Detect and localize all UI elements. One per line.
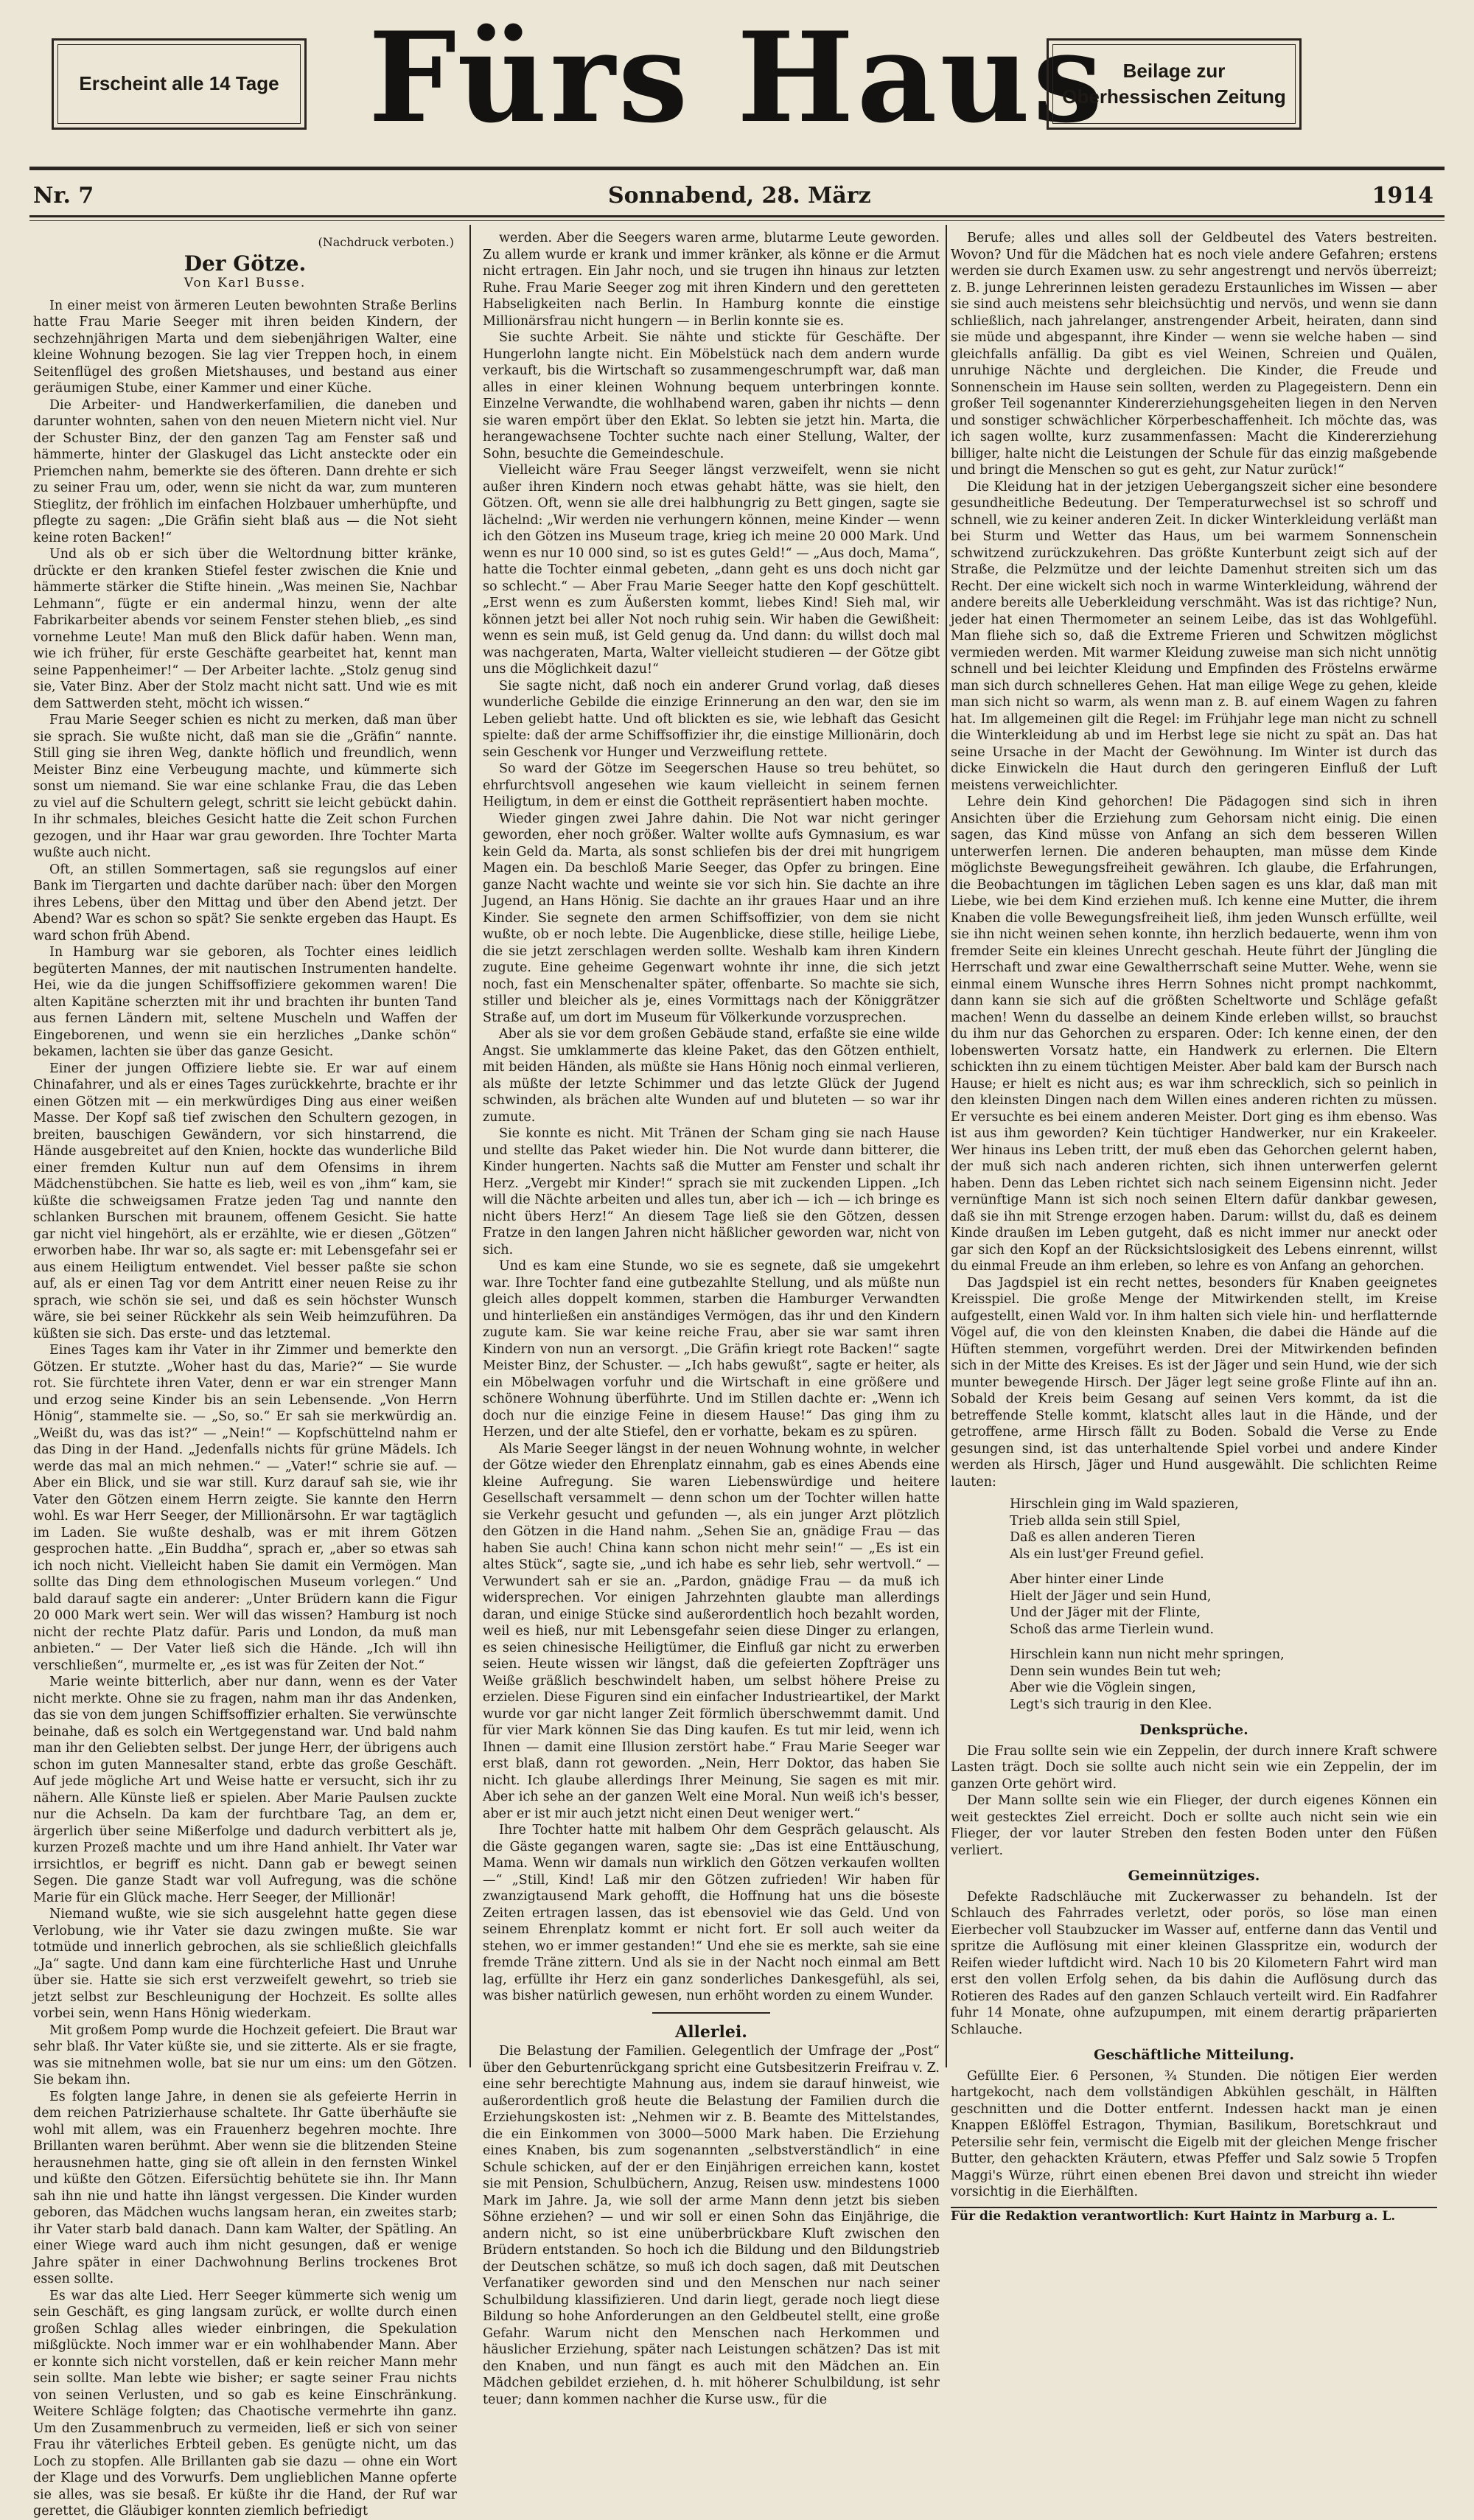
story-paragraph: Die Arbeiter- und Handwerkerfamilien, die daneben und darunter wohnten, sahen von den neuen Mietern nicht viel. Nur der Schuster Binz, der den ganzen Tag am Fenster saß und hämmerte, hinter der Glaskugel das Licht ansteckte oder ein Priemchen nahm, bemerkte sie des öfteren. Dann drehte er sich zu seiner Frau um, oder, wenn sie nicht da war, zum munteren Stieglitz, der fröhlich im einfachen Holzbauer umherhüpfte, und pflegte zu sagen: „Die Gräfin sieht blaß aus — die Not sieht keine roten Backen!“ (33, 397, 457, 545)
story-paragraph: Wieder gingen zwei Jahre dahin. Die Not war nicht geringer geworden, eher noch größer. Walter wollte aufs Gymnasium, es war kein Geld da. Marta, als sonst schliefen bis der drei mit hungrigem Magen ein. Da beschloß Marie Seeger, das Opfer zu bringen. Eine ganze Nacht wachte und weinte sie vor sich hin. Sie dachte an ihre Jugend, an Hans Hönig. Sie dachte an ihr graues Haar und an ihre Kinder. Sie segnete den armen Schiffsoffizier, von dem sie nicht wußte, ob er noch lebte. Die Augenblicke, diese stille, heilige Liebe, die sie jetzt zerschlagen werden sollte. Weshalb kam ihren Kindern zugute. Eine geheime Gegenwart wohnte ihr inne, die sich jetzt noch, fast ein Menschenalter später, offenbarte. So machte sie sich, stiller und bleicher als je, eines Vormittags nach der Königgrätzer Straße auf, um dort im Museum für Völkerkunde vorzusprechen. (483, 811, 940, 1025)
denksprueche-heading: Denksprüche. (1139, 1722, 1248, 1738)
issue-number: Nr. 7 (33, 183, 94, 209)
header-rule (29, 167, 1445, 170)
poem-line: Hirschlein kann nun nicht mehr springen, (1010, 1647, 1285, 1662)
story-paragraph: Vielleicht wäre Frau Seeger längst verzweifelt, wenn sie nicht außer ihren Kindern noch etwas gehabt hätte, was sie hielt, den Götzen. Oft, wenn sie alle drei halbhungrig zu Bett gingen, sagte sie lächelnd: „Wir werden nie verhungern können, meine Kinder — wenn ich den Götzen ins Museum trage, krieg ich meine 20 000 Mark. Und wenn es nur 10 000 sind, so ist es gutes Geld!“ — „Aus doch, Mama“, hatte die Tochter einmal gebeten, „dann geht es uns doch nicht gar so schlecht.“ — Aber Frau Marie Seeger hatte den Kopf geschüttelt. „Erst wenn es zum Äußersten kommt, liebes Kind! Sieh mal, wir können jetzt bei aller Not noch ruhig sein. Wir haben die Gewißheit: wenn es sein muß, ist Geld genug da. Und dann: du willst doch mal was nachgeraten, Marta, Walter vielleicht studieren — der Götze gibt uns die Möglichkeit dazu!“ (483, 463, 940, 677)
denkspruch-paragraph: Der Mann sollte sein wie ein Flieger, der durch eigenes Können ein weit gestecktes Ziel erreicht. Doch er sollte auch nicht sein wie ein Flieger, der vor lauter Streben den festen Boden unter den Füßen verliert. (951, 1793, 1437, 1858)
gemeinnuetziges-heading: Gemeinnütziges. (1128, 1868, 1260, 1884)
issue-date: Sonnabend, 28. März (608, 183, 871, 209)
poem-line: Trieb allda sein still Spiel, (1010, 1513, 1181, 1529)
story-byline: Von Karl Busse. (184, 276, 307, 290)
poem-line: Daß es allen anderen Tieren (1010, 1530, 1195, 1545)
article-paragraph: Lehre dein Kind gehorchen! Die Pädagogen sind sich in ihren Ansichten über die Erziehung zum Gehorsam nicht einig. Die einen sagen, das Kind müsse von Anfang an sich dem besseren Willen unterwerfen lernen. Die anderen behaupten, man müsse dem Kinde möglichste Bewegungsfreiheit gewähren. Ich glaube, die Erfahrungen, die Beobachtungen im täglichen Leben sagen es uns klar, daß man mit Liebe, wie bei dem Kind erziehen muß. Ich kenne eine Mutter, die ihrem Knaben die volle Bewegungsfreiheit ließ, ihm jeden Wunsch erfüllte, weil sie ihn nicht weinen sehen konnte, ihn herzlich bedauerte, wenn ihm von fremder Seite ein kleines Unrecht geschah. Heute führt der Jüngling die Herrschaft und zwar eine Gewaltherrschaft seine Mutter. Wehe, wenn sie einmal einem Wunsche ihres Herrn Sohnes nicht prompt nachkommt, dann kann sie sich auf die größten Scheltworte und Schläge gefaßt machen! Wenn du dasselbe an deinem Kinde erleben willst, so brauchst du ihm nur das Gehorchen zu ersparen. Oder: Ich kenne einen, der den lobenswerten Vorsatz hatte, ein Handwerk zu erlernen. Die Eltern schickten ihn zu einem tüchtigen Meister. Aber bald kam der Bursch nach Hause; er hielt es nicht aus; es war ihm schrecklich, sich so peinlich in den kleinsten Dingen nach dem Willen eines anderen richten zu müssen. Er versuchte es bei einem anderen Meister. Dort ging es ihm ebenso. Was ist aus ihm geworden? Kein tüchtiger Handwerker, nur ein Krakeeler. Wer hinaus ins Leben tritt, der muß eben das Gehorchen gelernt haben, der muß sich nach anderen richten, sich ihnen unterwerfen gelernt haben. Denn das Leben richtet sich nach seinem Eigensinn nicht. Jeder vernünftige Mann ist sich noch seinen Eltern dafür dankbar gewesen, daß sie ihn mit Strenge erzogen haben. Darum: willst du, daß es deinem Kinde draußen im Leben gutgeht, daß es nicht immer nur aneckt oder gar sich den Kopf an der Rücksichtslosigkeit des Lebens einrennt, willst du einmal Freude an ihm erleben, so lehre es von Anfang an gehorchen. (951, 795, 1437, 1274)
story-paragraph: Mit großem Pomp wurde die Hochzeit gefeiert. Die Braut war sehr blaß. Ihr Vater küßte sie, und sie zitterte. Als er sie fragte, was sie mitnehmen wolle, bat sie nur um eins: um den Götzen. Sie bekam ihn. (33, 2022, 457, 2087)
column-divider-2 (946, 225, 947, 2067)
poem (1010, 1496, 1437, 1713)
story-paragraph: Einer der jungen Offiziere liebte sie. Er war auf einem Chinafahrer, und als er eines Tages zurückkehrte, brachte er ihr einen Götzen mit — ein merkwürdiges Ding aus einer weißen Masse. Der Kopf saß tief zwischen den Schultern gezogen, in breiten, bauschigen Gewändern, vor sich hinstarrend, die Hände ausgebreitet auf den Knien, hockte das wunderliche Bild einer fremden Kultur nun auf dem Ofensims in ihrem Mädchenstübchen. Sie hatte es lieb, weil es von „ihm“ kam, sie küßte die schweigsamen Fratze jeden Tag und nannte den schlanken Burschen mit braunem, offenem Gesicht. Sie hatte gar nicht viel hingehört, als er erzählte, wie er diesen „Götzen“ erworben habe. Ihr war so, als sagte er: mit Lebensgefahr sei er aus einem Heiligtum entwendet. Viel besser paßte sie schon auf, als er einen Tag vor dem Antritt einer neuen Reise zu ihr sprach, wie schön sie sei, und daß es sein höchster Wunsch wäre, sie bei seiner Rückkehr als sein Weib heimzuführen. Da küßten sie sich. Das erste- und das letztemal. (33, 1061, 457, 1341)
story-paragraph: Frau Marie Seeger schien es nicht zu merken, daß man über sie sprach. Sie wußte nicht, daß man sie die „Gräfin“ nannte. Still ging sie ihren Weg, dankte höflich und freundlich, wenn Meister Binz eine Verbeugung machte, und kümmerte sich sonst um niemand. Sie war eine schlanke Frau, die das Leben zu viel auf die Schultern gelegt, schritt sie leicht gebückt dahin. In ihr schmales, bleiches Gesicht hatte die Zeit schon Furchen gezogen, und ihr Haar war grau geworden. Ihre Tochter Marta wußte auch nicht. (33, 713, 457, 860)
stanza-gap (1010, 1563, 1437, 1571)
dateline-rule-bottom (29, 220, 1445, 221)
supplement-line-1: Beilage zur (1122, 59, 1226, 82)
story-paragraph: In einer meist von ärmeren Leuten bewohnten Straße Berlins hatte Frau Marie Seeger mit ihren beiden Kindern, der sechzehnjährigen Marta und dem siebenjährigen Walter, eine kleine Wohnung bezogen. Sie lag vier Treppen hoch, in einem Seitenflügel des großen Mietshauses, und bestand aus einer geräumigen Stube, einer Kammer und einer Küche. (33, 298, 457, 396)
article-paragraph: Berufe; alles und alles soll der Geldbeutel des Vaters bestreiten. Wovon? Und für die Mädchen hat es noch viele andere Gefahren; erstens werden sie durch Examen usw. zu sehr angestrengt und nervös überreizt; z. B. junge Lehrerinnen leisten geradezu Erstaunliches im Wissen — aber sie sind auch meistens sehr bleichsüchtig und nervös, und wenn sie dann schließlich, nach jahrelanger, anstrengender Arbeit, heiraten, dann sind sie müde und abgespannt, ihre Kinder — wenn sie welche haben — sind gleichfalls anfällig. Da gibt es viel Weinen, Schreien und Quälen, unruhige Nächte und dergleichen. Die Kinder, die Freude und Sonnenschein im Hause sein sollten, werden zu Plagegeistern. Denn ein großer Teil sogenannter Kindererziehungsgeheiten liegen in den Nerven und sonstiger schwächlicher Körperbeschaffenheit. Ich möchte das, was ich sagen wollte, kurz zusammenfassen: Macht die Kindererziehung billiger, halte nicht die Leistungen der Schule für das einzig maßgebende und bringt die Menschen so gut es geht, zur Natur zurück!“ (951, 231, 1437, 478)
story-paragraph: Oft, an stillen Sommertagen, saß sie regungslos auf einer Bank im Tiergarten und dachte darüber nach: über den Morgen ihres Lebens, über den Mittag und über den Abend jetzt. Der Abend? War es schon so spät? Sie senkte ergeben das Haupt. Es ward schon früh Abend. (33, 862, 457, 943)
poem-line: Als ein lust'ger Freund gefiel. (1010, 1546, 1204, 1562)
poem-line: Schoß das arme Tierlein wund. (1010, 1622, 1215, 1637)
editorial-responsibility: Für die Redaktion verantwortlich: Kurt Haintz in Marburg a. L. (951, 2208, 1396, 2224)
poem-line: Hirschlein ging im Wald spazieren, (1010, 1497, 1239, 1512)
footer-rule (951, 2207, 1437, 2208)
allerlei-paragraph: Die Belastung der Familien. Gelegentlich der Umfrage der „Post“ über den Geburtenrückgang spricht eine Gutsbesitzerin Freifrau v. Z. eine sehr berechtigte Mahnung aus, indem sie darauf hinweist, wie außerordentlich groß heute die Belastung der Familien durch die Erziehungskosten ist: „Nehmen wir z. B. Beamte des Mittelstandes, die ein Einkommen von 3000—5000 Mark haben. Die Erziehung eines Knaben, bis zum sogenannten „selbstverständlich“ in eine Schule schicken, auf der er den Einjährigen erreichen kann, kostet sie mit Pension, Schulbüchern, Anzug, Reisen usw. mindestens 1000 Mark im Jahre. Ja, wie soll der arme Mann denn jetzt bis sieben Söhne erziehen? — und wir soll er einen Sohn das Einjährige, die andern nicht, so ist eine unüberbrückbare Kluft zwischen den Brüdern entstanden. So hoch ich die Bildung und den Bildungstrieb der Deutschen schätze, so muß ich doch sagen, daß mit Deutschen Verfanatiker geworden sind und den Menschen nur nach seiner Schulbildung klassifizieren. Und darin liegt, gerade noch liegt diese Bildung so hohe Anforderungen an den Geldbeutel stellt, eine große Gefahr. Warum nicht den Menschen nach Herkommen und häuslicher Erziehung, später nach Leistungen schätzen? Das ist mit den Knaben, und nun fängt es auch mit den Mädchen an. Ein Mädchen gebildet erziehen, d. h. mit höherer Schulbildung, ist sehr teuer; dann kommen nachher die Kurse usw., für die (483, 2044, 940, 2407)
dateline (33, 177, 1441, 214)
reprint-notice: (Nachdruck verboten.) (318, 235, 454, 249)
poem-line: Hielt der Jäger und sein Hund, (1010, 1588, 1212, 1604)
story-paragraph: Und als ob er sich über die Weltordnung bitter kränke, drückte er den kranken Stiefel fester zwischen die Knie und hämmerte stärker die Stifte hinein. „Was meinen Sie, Nachbar Lehmann“, fügte er ein andermal hinzu, wenn der alte Fabrikarbeiter abends vor seinem Fenster stehen blieb, „es sind vornehme Leute! Man muß den Blick dafür haben. Wenn man, wie ich früher, für erste Geschäfte gearbeitet hat, kennt man seine Pappenheimer!“ — Der Arbeiter lachte. „Stolz genug sind sie, Vater Binz. Aber der Stolz macht nicht satt. Und wie es mit dem Sattwerden steht, möcht ich wissen.“ (33, 547, 457, 711)
story-paragraph: Sie sagte nicht, daß noch ein anderer Grund vorlag, daß dieses wunderliche Gebilde die einzige Erinnerung an den war, den sie im Leben geliebt hatte. Und oft blickten es sie, wie lebhaft das Gesicht spielte: daß der arme Schiffsoffizier ihr, die einstige Millionärin, doch sein Geschenk vor Hunger und Verzweiflung rettete. (483, 678, 940, 760)
article-paragraph: Die Kleidung hat in der jetzigen Uebergangszeit sicher eine besondere gesundheitliche Bedeutung. Der Temperaturwechsel ist so schroff und schnell, wie zu keiner anderen Zeit. In dicker Winterkleidung verläßt man bei Sturm und Wetter das Haus, um bei warmem Sonnenschein schwitzend zurückzukehren. Das größte Kunterbunt zeigt sich auf der Straße, die Pelzmütze und der leichte Damenhut streiten sich um das Recht. Der eine wickelt sich noch in warme Winterkleidung, während der andere bereits alle Ueberkleidung verschmäht. Was ist das richtige? Nun, jeder hat einen Thermometer an seinem Leibe, das ist das Wohlgefühl. Man fliehe sich so, daß die Extreme Frieren und Schwitzen möglichst vermieden werden. Mit warmer Kleidung zuweise man sich nicht unnötig schnell und bei leichter Kleidung und Empfinden des Fröstelns erwärme man sich durch schnelleres Gehen. Hat man eilige Wege zu gehen, kleide man sich nicht so warm, als wenn man z. B. auf einem Wagen zu fahren hat. Im allgemeinen gilt die Regel: im Frühjahr lege man nicht zu schnell die Winterkleidung ab und im Herbst lege sie nicht zu spät an. Das hat seine Ursache in der Macht der Gewöhnung. Im Winter ist durch das dicke Einwickeln die Haut durch den geringeren Einfluß der Luft meistens verweichlichter. (951, 479, 1437, 793)
article-paragraph: Das Jagdspiel ist ein recht nettes, besonders für Knaben geeignetes Kreisspiel. Die große Menge der Mitwirkenden stellt, im Kreise aufgestellt, einen Wald vor. In ihm halten sich viele hin- und herflatternde Vögel auf, die von den kleinsten Knaben, die dabei die Hände auf die Hüften stemmen, vorgeführt werden. Drei der Mitwirkenden befinden sich in der Mitte des Kreises. Es ist der Jäger und sein Hund, wie der sich munter bewegende Hirsch. Der Jäger legt seine große Flinte auf ihn an. Sobald der Kreis beim Gesang auf seinen Vers kommt, da ist die betreffende Stelle kommt, klatscht alles laut in die Hände, und der getroffene, arme Hirsch fällt zu Boden. Sobald die Verse zu Ende gesungen sind, ist das unterhaltende Spiel vorbei und andere Kinder werden als Hirsch, Jäger und Hund ausgewählt. Die schlichten Reime lauten: (951, 1275, 1437, 1490)
story-paragraph: Es war das alte Lied. Herr Seeger kümmerte sich wenig um sein Geschäft, es ging langsam zurück, er wollte durch einen großen Schlag alles wieder einbringen, die Spekulation mißglückte. Noch immer war er ein wohlhabender Mann. Aber er konnte sich nicht vorstellen, daß er kein reicher Mann mehr sein sollte. Man lebte wie bisher; er sagte seiner Frau nichts von seinen Verlusten, und so gab es keine Einschränkung. Weitere Schläge folgten; das Chaotische vermehrte ihn ganz. Um den Zusammenbruch zu vermeiden, ließ er sich von seiner Frau ihr väterliches Erbteil geben. Es genügte nicht, um das Loch zu stopfen. Alle Brillanten gab sie dazu — ohne ein Wort der Klage und des Vorwurfs. Dem unglieblichen Manne opferte sie alles, was sie besaß. Er küßte ihr die Hand, der Ruf war gerettet, die Gläubiger konnten ziemlich befriedigt (33, 2288, 457, 2519)
stanza-gap (1010, 1638, 1437, 1647)
story-paragraph: Sie suchte Arbeit. Sie nähte und stickte für Geschäfte. Der Hungerlohn langte nicht. Ein Möbelstück nach dem andern wurde verkauft, bis die Wirtschaft so zusammengeschrumpft war, daß man alles in einer kleinen Wohnung bequem unterbringen konnte. Einzelne Verwandte, die wohlhabend waren, gaben ihr nichts — denn sie waren empört über den Eklat. So lebten sie jetzt hin. Marta, die herangewachsene Tochter suchte nach einer Stellung, Walter, der Sohn, besuchte die Gemeindeschule. (483, 330, 940, 461)
story-paragraph: Aber als sie vor dem großen Gebäude stand, erfaßte sie eine wilde Angst. Sie umklammerte das kleine Paket, das den Götzen enthielt, mit beiden Händen, als müßte sie Hans Hönig noch einmal verlieren, als müßte der letzte Schimmer und das letzte Glück der Jugend schwinden, als brächen alte Wunden auf und bluteten — so war ihr zumute. (483, 1027, 940, 1125)
gemeinnuetziges-paragraph: Defekte Radschläuche mit Zuckerwasser zu behandeln. Ist der Schlauch des Fahrrades verletzt, oder porös, so löse man einen Eierbecher voll Staubzucker im Wasser auf, entferne dann das Ventil und spritze die Auflösung mit einer kleinen Glasspritze ein, wodurch der Reifen wieder luftdicht wird. Nach 10 bis 20 Kilometern Fahrt wird man erst den vollen Erfolg sehen, da bis dahin die Auflösung durch das Rotieren des Rades auf den ganzen Schlauch verteilt wird. Ein Radfahrer fuhr 14 Monate, ohne aufzupumpen, mit einem derartig präparierten Schlauche. (951, 1889, 1437, 2037)
story-paragraph: werden. Aber die Seegers waren arme, blutarme Leute geworden. Zu allem wurde er krank und immer kränker, als könne er die Armut nicht ertragen. Ein Jahr noch, und sie trugen ihn hinaus zur letzten Ruhe. Frau Marie Seeger zog mit ihren Kindern und den geretteten Habseligkeiten nach Berlin. In Hamburg konnte die einstige Millionärsfrau nicht hungern — in Berlin konnte sie es. (483, 231, 940, 329)
story-paragraph: Niemand wußte, wie sie sich ausgelehnt hatte gegen diese Verlobung, wie ihr Vater sie dazu zwingen mußte. Sie war totmüde und innerlich gebrochen, als sie schließlich gleichfalls „Ja“ sagte. Und dann kam eine fürchterliche Hast und Unruhe über sie. Hatte sie sich erst verzweifelt gewehrt, so trieb sie jetzt selbst zur Beschleunigung der Hochzeit. Es sollte alles vorbei sein, wenn Hans Hönig wiederkam. (33, 1907, 457, 2021)
allerlei-heading: Allerlei. (675, 2022, 747, 2042)
story-paragraph: So ward der Götze im Seegerschen Hause so treu behütet, so ehrfurchtsvoll angesehen wie kaum vielleicht in seinem fernen Heiligtum, in dem er einst die Gottheit repräsentiert haben mochte. (483, 761, 940, 809)
denkspruch-paragraph: Die Frau sollte sein wie ein Zeppelin, der durch innere Kraft schwere Lasten trägt. Doch sie sollte auch nicht sein wie ein Zeppelin, der im ganzen Orte gehört wird. (951, 1743, 1437, 1792)
issue-year: 1914 (1372, 183, 1433, 209)
poem-line: Aber hinter einer Linde (1010, 1572, 1164, 1587)
story-paragraph: Sie konnte es nicht. Mit Tränen der Scham ging sie nach Hause und stellte das Paket wieder hin. Die Not wurde dann bitterer, die Kinder hungerten. Nachts saß die Mutter am Fenster und schalt ihr Herz. „Vergebt mir Kinder!“ sprach sie mit zuckenden Lippen. „Ich will die Nächte arbeiten und alles tun, aber ich — ich — ich bringe es nicht übers Herz!“ An diesem Tage ließ sie den Götzen, dessen Fratze in den langen Jahren nicht häßlicher geworden war, nicht von sich. (483, 1126, 940, 1257)
poem-line: Aber wie die Vöglein singen, (1010, 1680, 1196, 1695)
story-title: Der Götze. (184, 251, 307, 276)
geschaeftliche-mitteilung-paragraph: Gefüllte Eier. 6 Personen, ¾ Stunden. Die nötigen Eier werden hartgekocht, nach dem vollständigen Abkühlen geschält, in Hälften geschnitten und die Dotter entfernt. Indessen hackt man je einen Knappen Eßlöffel Estragon, Thymian, Basilikum, Boretschkraut und Petersilie sehr fein, vermischt die Eigelb mit der gleichen Menge frischer Butter, den gehackten Kräutern, etwas Pfeffer und Salz sowie 5 Tropfen Maggi's Würze, rührt einen ebenen Brei davon und streicht ihn wieder vorsichtig in die Eierhälften. (951, 2068, 1437, 2199)
geschaeftliche-mitteilung-heading: Geschäftliche Mitteilung. (1093, 2047, 1295, 2063)
column-divider-1 (469, 225, 471, 2067)
column-2 (483, 230, 940, 2407)
supplement-line-2: Oberhessischen Zeitung (1062, 85, 1286, 108)
story-paragraph: Ihre Tochter hatte mit halbem Ohr dem Gespräch gelauscht. Als die Gäste gegangen waren, sagte sie: „Das ist eine Enttäuschung, Mama. Wenn wir damals nun wirklich den Götzen verkaufen wollten —“ „Still, Kind! Laß mir den Götzen zufrieden! Wir haben für zwanzigtausend Mark gehofft, die Hoffnung hat uns die böseste Zeiten ertragen lassen, das ist ebensoviel wie das Geld. Und von seinem Ehrenplatz kommt er nicht fort. Er soll auch weiter da stehen, wo er immer gestanden!“ Und ehe sie es merkte, sah sie eine fremde Träne zittern. Und als sie in der Nacht noch einmal am Bett lag, erfüllte ihr Herz ein ganz sonderliches Dankesgefühl, als sei, was bisher natürlich gewesen, nun erhöht worden zu einem Wunder. (483, 1823, 940, 2003)
story-paragraph: Marie weinte bitterlich, aber nur dann, wenn es der Vater nicht merkte. Ohne sie zu fragen, nahm man ihr das Andenken, das sie von dem jungen Schiffsoffizier erhalten. Sie verwünschte beinahe, daß es solch ein Wertgegenstand war. Und bald nahm man ihr den Geliebten selbst. Der junge Herr, der übrigens auch schon im guten Mannesalter stand, erbte das große Geschäft. Auf jede mögliche Art und Weise hatte er versucht, sich ihr zu nähern. Alle Künste ließ er spielen. Aber Marie Paulsen zuckte nur die Achseln. Da kam der furchtbare Tag, an dem er, ärgerlich über seine Mißerfolge und dadurch verbittert als je, kurzen Prozeß machte und um ihre Hand anhielt. Ihr Vater war irrsichtlos, er begriff es nicht. Dann gab er bewegt seinen Segen. Die ganze Stadt war voll Aufregung, was die schöne Marie für ein Glück mache. Herr Seeger, der Millionär! (33, 1675, 457, 1905)
story-paragraph: Und es kam eine Stunde, wo sie es segnete, daß sie umgekehrt war. Ihre Tochter fand eine gutbezahlte Stellung, und als müßte nun gleich alles doppelt kommen, starben die Hamburger Verwandten und hinterließen ein anständiges Vermögen, das ihr und den Kindern zugute kam. Sie war keine reiche Frau, aber sie war samt ihren Kindern von nun an versorgt. „Die Gräfin kriegt rote Backen!“ sagte Meister Binz, der Schuster. — „Ich habs gewußt“, sagte er heiter, als ein Möbelwagen vorfuhr und die Wirtschaft in eine größere und schönere Wohnung überführte. Und im Stillen dachte er: „Wenn ich doch nur die einzige Feine in diesem Hause!“ Das ging ihm zu Herzen, und der alte Stiefel, den er vorhatte, bekam es zu spüren. (483, 1259, 940, 1439)
masthead-title: Fürs Haus (368, 4, 1106, 150)
poem-line: Legt's sich traurig in den Klee. (1010, 1697, 1212, 1712)
story-paragraph: Als Marie Seeger längst in der neuen Wohnung wohnte, in welcher der Götze wieder den Ehrenplatz einnahm, gab es eines Abends eine kleine Aufregung. Sie waren Liebenswürdige und heitere Gesellschaft versammelt — denn schon um der Tochter willen hatte sie Verkehr gesucht und gefunden —, als ein junger Arzt plötzlich den Götzen in die Hand nahm. „Sehen Sie an, gnädige Frau — das haben Sie auch! China kann schon nicht mehr sein!“ — „Es ist ein altes Stück“, sagte sie, „und ich habe es sehr lieb, sehr wertvoll.“ — Verwundert sah er sie an. „Pardon, gnädige Frau — da muß ich widersprechen. Vor einigen Jahrzehnten glaubte man allerdings daran, und einige Stücke sind außerordentlich hoch bezahlt worden, weil es hieß, nur mit Lebensgefahr seien diese Dinger zu erlangen, es seien chinesische Heiligtümer, die Einfluß gar nicht zu erwerben seien. Heute wissen wir längst, daß die gefeierten Zopfträger uns Weiße gräßlich beschwindelt haben, um selbst höhere Preise zu erzielen. Diese Figuren sind ein einfacher Industrieartikel, der Markt wurde vor gar nicht langer Zeit förmlich überschwemmt damit. Und für vier Mark können Sie das Ding kaufen. Es tut mir leid, wenn ich Ihnen — damit eine Illusion zerstört habe.“ Frau Marie Seeger war erst blaß, dann rot geworden. „Nein, Herr Doktor, das haben Sie nicht. Ich glaube allerdings Ihrer Meinung, Sie sagen es mit mir. Aber ich sehe an der ganzen Welt eine Moral. Nun weiß ich's besser, aber er ist mir auch jetzt nicht einen Deut weniger wert.“ (483, 1441, 940, 1821)
column-1 (33, 230, 457, 2519)
story-paragraph: In Hamburg war sie geboren, als Tochter eines leidlich begüterten Mannes, der mit nautischen Instrumenten handelte. Hei, wie da die jungen Schiffsoffiziere gekommen waren! Die alten Kapitäne scherzten mit ihr und brachten ihr bunten Tand aus fernen Ländern mit, seltene Muscheln und Waffen der Eingeborenen, und wenn sie ein herzliches „Danke schön“ bekamen, lachten sie über das ganze Gesicht. (33, 945, 457, 1059)
section-divider (652, 2012, 770, 2014)
publication-frequency: Erscheint alle 14 Tage (79, 72, 279, 95)
story-paragraph: Eines Tages kam ihr Vater in ihr Zimmer und bemerkte den Götzen. Er stutzte. „Woher hast du das, Marie?“ — Sie wurde rot. Sie fürchtete ihren Vater, denn er war ein strenger Mann und erzog seine Kinder bis an sein Lebensende. „Von Herrn Hönig“, stammelte sie. — „So, so.“ Er sah sie merkwürdig an. „Weißt du, was das ist?“ — „Nein!“ — Kopfschüttelnd nahm er das Ding in der Hand. „Jedenfalls nichts für grüne Mädels. Ich werde das mal an mich nehmen.“ — „Vater!“ schrie sie auf. — Aber ein Blick, und sie war still. Kurz darauf sah sie, wie ihr Vater den Götzen einem Herrn zeigte. Sie kannte den Herrn wohl. Es war Herr Seeger, der Millionärsohn. Er war tagtäglich im Laden. Sie wußte deshalb, was er mit ihrem Götzen gesprochen hatte. „Ein Buddha“, sprach er, „aber so etwas sah ich noch nicht. Vielleicht haben Sie damit ein Vermögen. Man sollte das Ding dem ethnologischen Museum vorlegen.“ Und bald darauf sagte ein anderer: „Unter Brüdern kann die Figur 20 000 Mark wert sein. Wer will das wissen? Hamburg ist noch nicht der rechte Platz dafür. Paris und London, da muß man anbieten.“ — Der Vater ließ sich die Hände. „Ich will ihn verschließen“, murmelte er, „es ist was für Zeiten der Not.“ (33, 1343, 457, 1673)
poem-line: Und der Jäger mit der Flinte, (1010, 1605, 1201, 1620)
story-paragraph: Es folgten lange Jahre, in denen sie als gefeierte Herrin in dem reichen Patrizierhause schaltete. Ihr Gatte überhäufte sie wohl mit allem, was ein Frauenherz begehren mochte. Ihre Brillanten waren berühmt. Aber wenn sie die blitzenden Steine herausnehmen hatte, ging sie oft allein in den fernsten Winkel und küßte den Götzen. Eifersüchtig behütete sie ihn. Ihr Mann sah ihn nie und hatte ihn längst vergessen. Die Kinder wurden geboren, das Mädchen wuchs langsam heran, ein zweites starb; ihr Vater starb bald danach. Dann kam Walter, der Spätling. An einer Wiege ward auch ihm nicht gesungen, daß er wenige Jahre später in einer Dachwohnung Berlins trockenes Brot essen sollte. (33, 2089, 457, 2286)
supplement-box (1047, 38, 1302, 130)
dateline-rule-top (29, 215, 1445, 217)
poem-line: Denn sein wundes Bein tut weh; (1010, 1664, 1221, 1679)
publication-frequency-box (52, 38, 307, 130)
column-3 (951, 230, 1437, 2224)
